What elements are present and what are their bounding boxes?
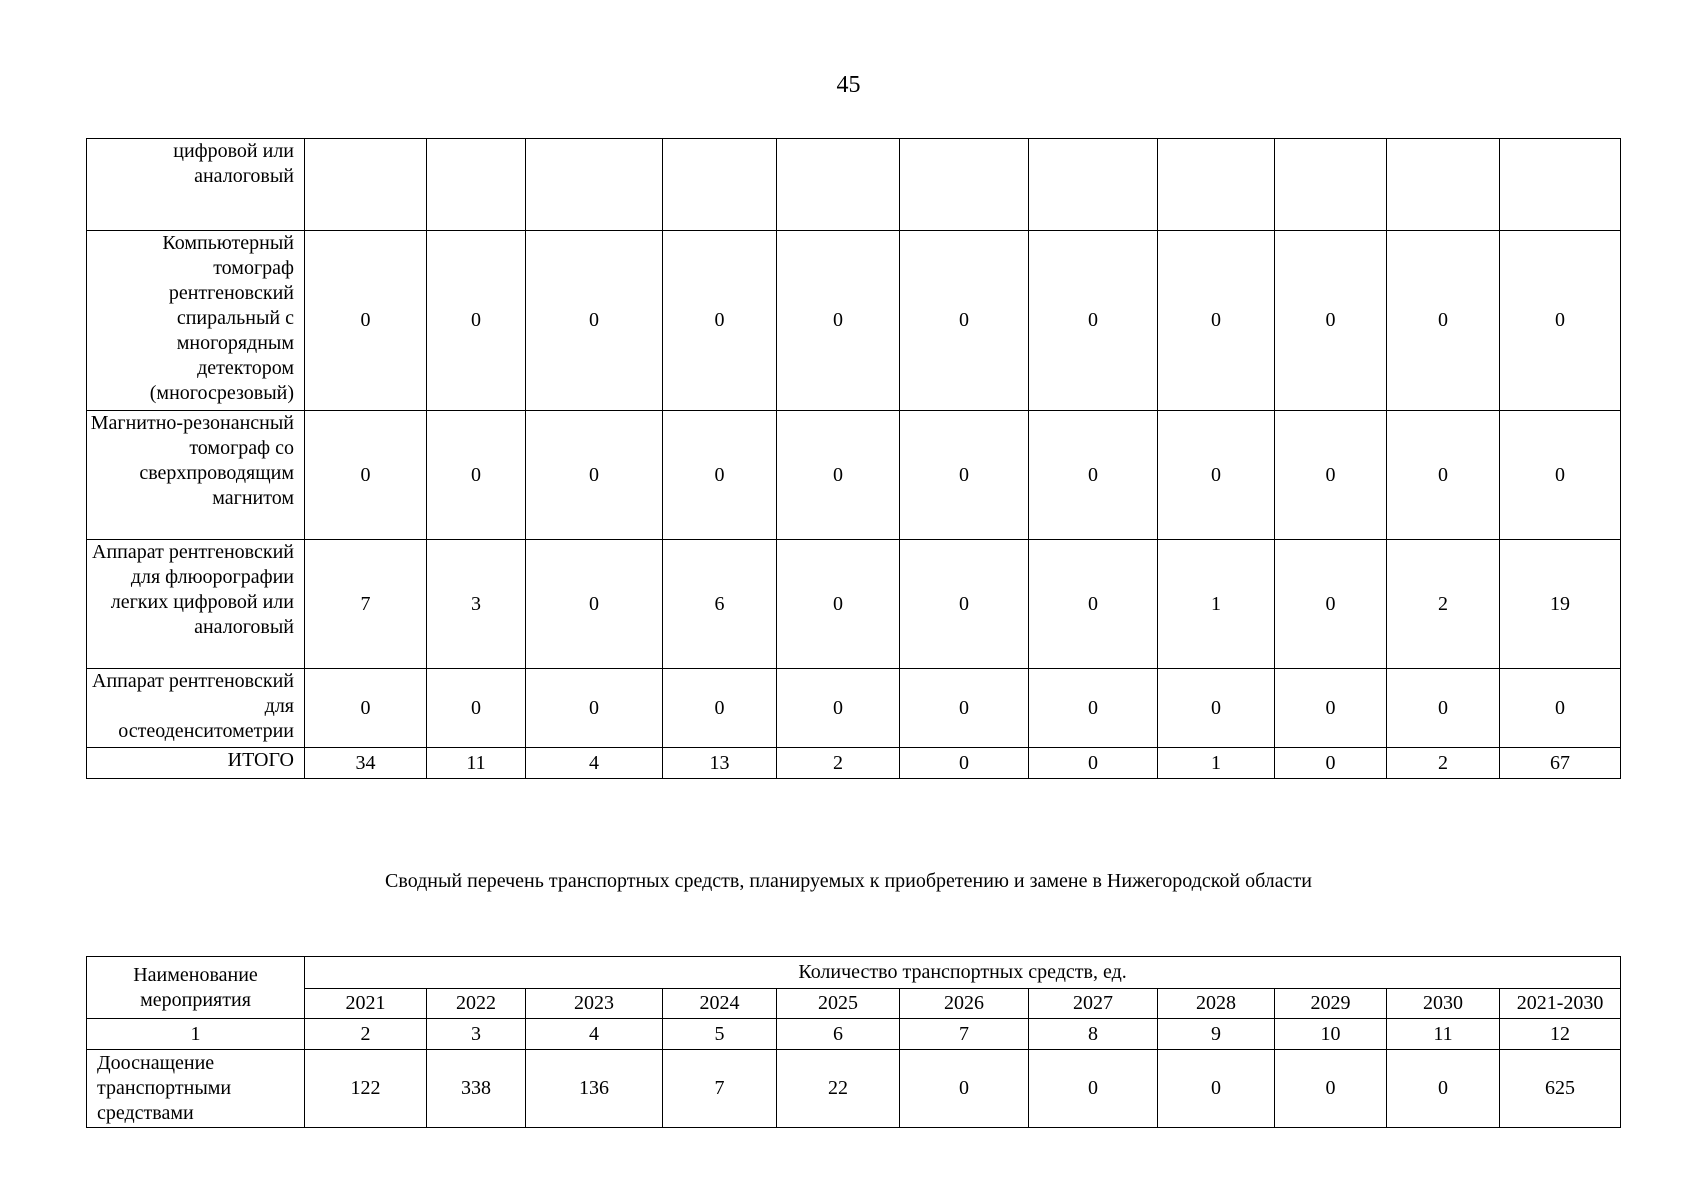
row-name: ИТОГО <box>87 748 305 779</box>
table-cell: 0 <box>1387 411 1500 540</box>
table-cell <box>427 139 526 231</box>
table-cell: 0 <box>1275 411 1387 540</box>
column-number: 1 <box>87 1019 305 1050</box>
table-cell: 0 <box>777 231 900 411</box>
table-cell: 34 <box>305 748 427 779</box>
table-cell: 0 <box>900 1050 1029 1128</box>
row-name: цифровой или аналоговый <box>87 139 305 231</box>
table-cell: 0 <box>305 669 427 748</box>
table-cell: 0 <box>1275 1050 1387 1128</box>
table-cell: 0 <box>1029 540 1158 669</box>
table-cell: 19 <box>1500 540 1621 669</box>
table-cell: 0 <box>427 411 526 540</box>
table-cell <box>1387 139 1500 231</box>
table-cell: 0 <box>1275 748 1387 779</box>
year-header: 2030 <box>1387 989 1500 1019</box>
table-cell: 0 <box>1029 231 1158 411</box>
table-cell: 0 <box>1275 231 1387 411</box>
header-group: Количество транспортных средств, ед. <box>305 957 1621 989</box>
table-cell: 0 <box>526 411 663 540</box>
year-header: 2022 <box>427 989 526 1019</box>
table-cell: 0 <box>526 540 663 669</box>
column-number: 2 <box>305 1019 427 1050</box>
table-cell: 0 <box>663 231 777 411</box>
table-cell: 0 <box>1275 540 1387 669</box>
table-cell: 1 <box>1158 540 1275 669</box>
row-name: Дооснащение транспортными средствами <box>87 1050 305 1128</box>
row-name: Аппарат рентгеновский для остеоденситометрии <box>87 669 305 748</box>
table-cell: 136 <box>526 1050 663 1128</box>
table-cell: 0 <box>1158 411 1275 540</box>
table-cell: 0 <box>1500 231 1621 411</box>
table-cell: 11 <box>427 748 526 779</box>
table-row <box>87 231 1621 411</box>
table-cell: 2 <box>777 748 900 779</box>
table-cell: 0 <box>305 231 427 411</box>
table-cell: 0 <box>777 411 900 540</box>
column-number: 8 <box>1029 1019 1158 1050</box>
year-header: 2029 <box>1275 989 1387 1019</box>
table-cell: 22 <box>777 1050 900 1128</box>
column-number: 11 <box>1387 1019 1500 1050</box>
years-row <box>87 989 1621 1019</box>
table-cell: 13 <box>663 748 777 779</box>
table-cell: 7 <box>305 540 427 669</box>
year-header: 2023 <box>526 989 663 1019</box>
table-cell: 0 <box>1029 411 1158 540</box>
table-cell: 0 <box>305 411 427 540</box>
year-header: 2021 <box>305 989 427 1019</box>
table-cell: 0 <box>427 669 526 748</box>
year-header: 2024 <box>663 989 777 1019</box>
table-cell: 0 <box>526 231 663 411</box>
section-title: Сводный перечень транспортных средств, планируемых к приобретению и замене в Нижегородской области <box>385 870 1312 892</box>
year-header: 2021-2030 <box>1500 989 1621 1019</box>
table-cell: 0 <box>900 540 1029 669</box>
year-header: 2026 <box>900 989 1029 1019</box>
table-cell: 0 <box>1387 669 1500 748</box>
table-cell <box>1029 139 1158 231</box>
table-cell: 7 <box>663 1050 777 1128</box>
table-cell: 0 <box>1029 1050 1158 1128</box>
table-cell <box>1275 139 1387 231</box>
table-cell: 0 <box>663 411 777 540</box>
table-cell <box>526 139 663 231</box>
table-cell: 2 <box>1387 540 1500 669</box>
table-cell: 122 <box>305 1050 427 1128</box>
year-header: 2028 <box>1158 989 1275 1019</box>
table-cell: 0 <box>900 669 1029 748</box>
table-row <box>87 669 1621 748</box>
table-cell <box>777 139 900 231</box>
table-cell: 0 <box>1275 669 1387 748</box>
page-number: 45 <box>836 72 861 98</box>
table-cell: 0 <box>1387 1050 1500 1128</box>
table-cell: 3 <box>427 540 526 669</box>
table-cell: 0 <box>777 540 900 669</box>
column-number: 3 <box>427 1019 526 1050</box>
header-row <box>87 957 1621 989</box>
table-row <box>87 748 1621 779</box>
table-cell: 0 <box>1029 669 1158 748</box>
table-cell: 0 <box>1158 669 1275 748</box>
table-cell <box>1158 139 1275 231</box>
year-header: 2025 <box>777 989 900 1019</box>
table-cell: 67 <box>1500 748 1621 779</box>
table-cell: 0 <box>427 231 526 411</box>
table-cell: 0 <box>900 411 1029 540</box>
table-row <box>87 1050 1621 1128</box>
table-cell <box>305 139 427 231</box>
table-cell: 4 <box>526 748 663 779</box>
table-row <box>87 411 1621 540</box>
table-cell: 1 <box>1158 748 1275 779</box>
column-number: 10 <box>1275 1019 1387 1050</box>
row-name: Магнитно-резонансный томограф со сверхпроводящим магнитом <box>87 411 305 540</box>
table-row <box>87 139 1621 231</box>
table-cell: 2 <box>1387 748 1500 779</box>
year-header: 2027 <box>1029 989 1158 1019</box>
column-number: 12 <box>1500 1019 1621 1050</box>
table-cell: 0 <box>1158 231 1275 411</box>
table-cell: 0 <box>1158 1050 1275 1128</box>
column-number: 9 <box>1158 1019 1275 1050</box>
column-number: 5 <box>663 1019 777 1050</box>
table-cell: 625 <box>1500 1050 1621 1128</box>
table-cell: 0 <box>900 748 1029 779</box>
table-cell: 338 <box>427 1050 526 1128</box>
table-cell: 0 <box>900 231 1029 411</box>
header-name: Наименование мероприятия <box>87 957 305 1019</box>
row-name: Компьютерный томограф рентгеновский спиральный с многорядным детектором (многосрезовый) <box>87 231 305 411</box>
table-row <box>87 540 1621 669</box>
column-number: 7 <box>900 1019 1029 1050</box>
table-cell: 0 <box>1500 669 1621 748</box>
transport-table <box>86 956 1621 1128</box>
numbers-row <box>87 1019 1621 1050</box>
column-number: 4 <box>526 1019 663 1050</box>
column-number: 6 <box>777 1019 900 1050</box>
table-cell: 0 <box>1500 411 1621 540</box>
table-cell <box>1500 139 1621 231</box>
row-name: Аппарат рентгеновский для флюорографии легких цифровой или аналоговый <box>87 540 305 669</box>
table-cell: 0 <box>1387 231 1500 411</box>
equipment-table <box>86 138 1621 779</box>
table-cell: 0 <box>1029 748 1158 779</box>
table-cell <box>663 139 777 231</box>
table-cell: 0 <box>663 669 777 748</box>
table-cell: 0 <box>777 669 900 748</box>
table-cell: 6 <box>663 540 777 669</box>
table-cell: 0 <box>526 669 663 748</box>
table-cell <box>900 139 1029 231</box>
